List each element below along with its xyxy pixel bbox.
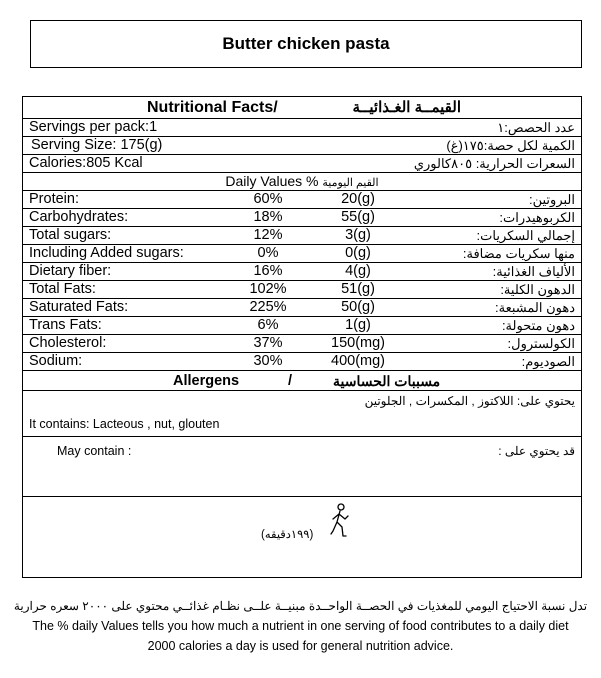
- servings-row: [23, 119, 581, 137]
- contains-block: [23, 391, 581, 437]
- serving-size-row: [23, 137, 581, 155]
- nutrient-row: [23, 191, 581, 209]
- servings-en: Servings per pack:1: [29, 119, 158, 135]
- nutrient-amount: 150(mg): [331, 335, 385, 351]
- nutrient-row: [23, 209, 581, 227]
- nutrient-row: [23, 281, 581, 299]
- footer-en-line1: The % daily Values tells you how much a nutrient in one serving of food contributes to a daily diet: [32, 619, 569, 633]
- contains-en: It contains: Lacteous , nut, glouten: [29, 417, 220, 431]
- nutrient-rows: [23, 191, 581, 371]
- daily-values-row: [23, 173, 581, 191]
- nutrient-name: Trans Fats:: [29, 317, 102, 333]
- contains-ar: يحتوي على: اللاكتوز , المكسرات , الجلوتين: [364, 394, 575, 408]
- footer-ar: تدل نسبة الاحتياج اليومي للمغذيات في الحصــة الواحــدة مبنيــة علــى نظـام غذائــي محتوي على ٢٠٠٠ سعره حرارية: [13, 599, 588, 613]
- nutrient-percent: 225%: [249, 299, 287, 315]
- nutrient-percent: 30%: [253, 353, 283, 369]
- facts-header-ar: القيمــة الغـذائيــة: [352, 99, 461, 116]
- nutrient-row: [23, 353, 581, 371]
- nutrient-amount: 20(g): [341, 191, 375, 207]
- nutrient-name-ar: إجمالي السكريات:: [476, 228, 575, 243]
- serving-size-en: Serving Size: 175(g): [31, 137, 163, 153]
- nutrient-row: [23, 317, 581, 335]
- activity-duration: (١٩٩دقيقه): [261, 529, 314, 541]
- nutrient-percent: 0%: [257, 245, 279, 261]
- calories-en: Calories:805 Kcal: [29, 155, 143, 171]
- product-title: Butter chicken pasta: [30, 20, 582, 68]
- nutrient-name: Dietary fiber:: [29, 263, 112, 279]
- nutrient-row: [23, 245, 581, 263]
- nutrient-percent: 60%: [253, 191, 283, 207]
- allergens-ar: مسببات الحساسية: [333, 373, 441, 389]
- facts-header-en: Nutritional Facts/: [147, 99, 278, 116]
- nutrient-name-ar: منها سكريات مضافة:: [462, 246, 575, 261]
- nutrient-name: Including Added sugars:: [29, 245, 184, 261]
- nutrient-name: Cholesterol:: [29, 335, 107, 351]
- nutrient-amount: 3(g): [345, 227, 371, 243]
- nutrient-amount: 400(mg): [331, 353, 385, 369]
- calories-ar: السعرات الحرارية: ٨٠٥كالوري: [413, 156, 575, 171]
- nutrient-name: Saturated Fats:: [29, 299, 129, 315]
- nutrient-amount: 1(g): [345, 317, 371, 333]
- nutrient-name: Carbohydrates:: [29, 209, 129, 225]
- nutrient-amount: 0(g): [345, 245, 371, 261]
- nutrient-percent: 16%: [253, 263, 283, 279]
- allergens-en: Allergens: [173, 373, 240, 389]
- nutrient-name-ar: البروتين:: [529, 192, 575, 207]
- nutrient-name: Total Fats:: [29, 281, 96, 297]
- nutrient-name: Total sugars:: [29, 227, 112, 243]
- nutrient-name-ar: الكولسترول:: [507, 336, 575, 351]
- nutrient-amount: 55(g): [341, 209, 375, 225]
- nutrient-row: [23, 263, 581, 281]
- footer-note: [0, 596, 601, 656]
- nutrient-row: [23, 227, 581, 245]
- nutrient-name-ar: دهون المشبعة:: [495, 300, 575, 315]
- allergens-header: [23, 371, 581, 391]
- nutrient-name-ar: دهون متحولة:: [501, 318, 575, 333]
- may-contain-en: May contain :: [57, 444, 132, 458]
- nutrient-percent: 12%: [253, 227, 283, 243]
- serving-size-ar: الكمية لكل حصة:١٧٥(غ): [446, 138, 575, 153]
- footer-en-line2: 2000 calories a day is used for general nutrition advice.: [147, 639, 454, 653]
- nutrient-name-ar: الدهون الكلية:: [500, 282, 575, 297]
- nutrient-percent: 37%: [253, 335, 283, 351]
- daily-values-ar: القيم اليومية: [322, 177, 379, 189]
- nutrient-row: [23, 299, 581, 317]
- nutrition-facts-table: [22, 96, 582, 578]
- nutrient-name: Protein:: [29, 191, 79, 207]
- nutrient-amount: 50(g): [341, 299, 375, 315]
- facts-header: [23, 97, 581, 119]
- daily-values-en: Daily Values %: [225, 173, 319, 189]
- nutrient-name: Sodium:: [29, 353, 83, 369]
- may-contain-block: [23, 437, 581, 497]
- nutrient-percent: 102%: [249, 281, 287, 297]
- allergens-slash: /: [288, 373, 293, 389]
- may-contain-ar: قد يحتوي على :: [498, 444, 575, 458]
- nutrient-name-ar: الألياف الغذائية:: [492, 264, 575, 279]
- nutrient-name-ar: الكربوهيدرات:: [499, 210, 575, 225]
- nutrient-percent: 18%: [253, 209, 283, 225]
- activity-block: [23, 497, 581, 553]
- nutrient-amount: 4(g): [345, 263, 371, 279]
- nutrient-percent: 6%: [257, 317, 279, 333]
- calories-row: [23, 155, 581, 173]
- nutrient-name-ar: الصوديوم:: [521, 354, 575, 369]
- nutrient-amount: 51(g): [341, 281, 375, 297]
- servings-ar: عدد الحصص:١: [497, 120, 575, 135]
- nutrient-row: [23, 335, 581, 353]
- walking-person-icon: [325, 503, 353, 539]
